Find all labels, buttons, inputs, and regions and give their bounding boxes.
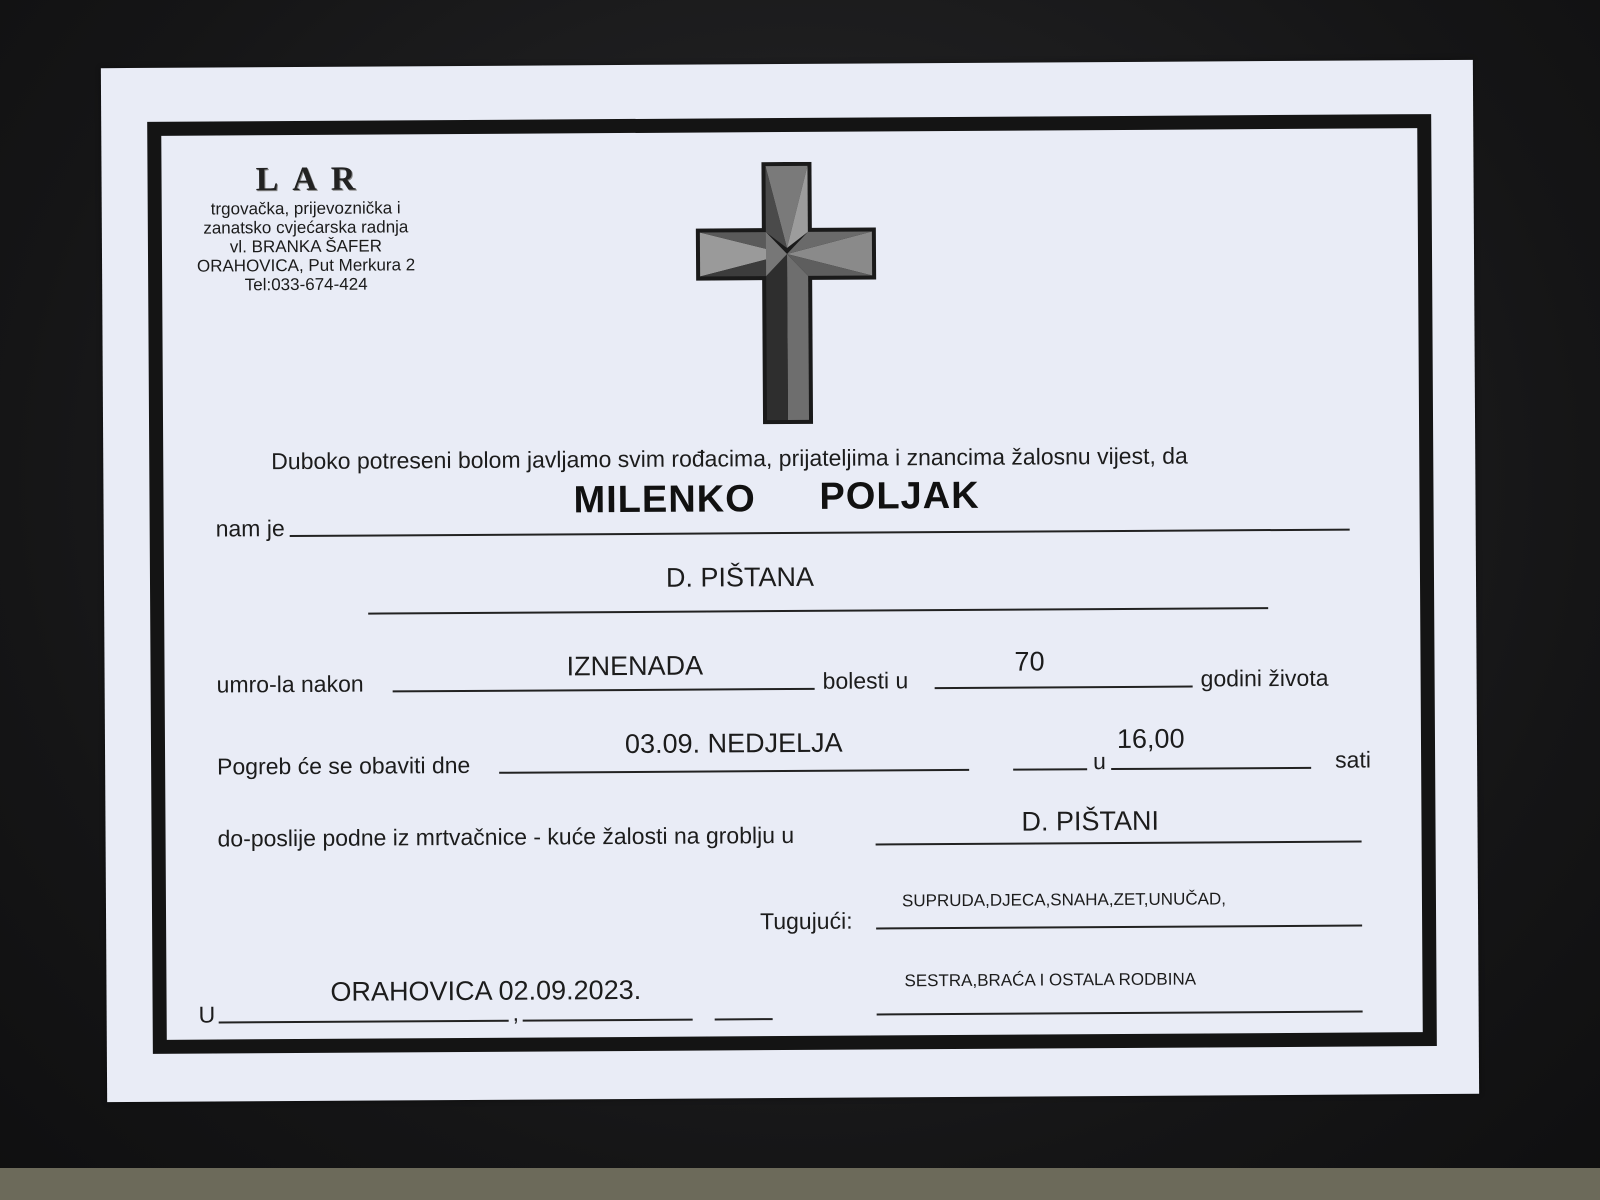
table-edge <box>0 1168 1600 1200</box>
short-blank-line <box>1013 768 1087 770</box>
footer-place-date: ORAHOVICA 02.09.2023. <box>330 974 642 1007</box>
funeral-time: 16,00 <box>1116 723 1185 755</box>
death-label: umro-la nakon <box>216 670 364 698</box>
footer-year-line <box>715 1018 773 1020</box>
funeral-date-line <box>499 769 969 774</box>
death-cause: IZNENADA <box>566 650 704 682</box>
funeral-notice-paper <box>101 60 1479 1102</box>
company-owner: vl. BRANKA ŠAFER <box>229 236 383 257</box>
company-phone: Tel:033-674-424 <box>244 274 368 295</box>
mourners-label: Tugujući: <box>759 907 853 935</box>
mourners-line-2 <box>877 1011 1363 1016</box>
company-logo: LAR <box>255 160 370 199</box>
time-line <box>1111 767 1311 770</box>
company-header <box>175 160 436 295</box>
cross-icon <box>693 161 881 432</box>
mourners-line-1 <box>876 925 1362 930</box>
intro-text: Duboko potreseni bolom javljamo svim rođacima, prijateljima i znancima žalosnu vijest, da <box>271 442 1188 475</box>
footer-date-line <box>523 1019 693 1022</box>
cause-line <box>393 688 815 693</box>
footer-comma: , <box>512 999 520 1026</box>
funeral-date: 03.09. NEDJELJA <box>624 727 843 760</box>
mourners-text-1: SUPRUDA,DJECA,SNAHA,ZET,UNUČAD, <box>901 889 1227 911</box>
footer-place-line <box>219 1020 509 1024</box>
deceased-last-name: POLJAK <box>819 474 980 518</box>
age-value: 70 <box>1014 646 1045 677</box>
age-suffix-label: godini života <box>1200 664 1329 692</box>
deceased-label: nam je <box>215 515 285 542</box>
deceased-first-name: MILENKO <box>573 478 756 522</box>
funeral-label: Pogreb će se obaviti dne <box>217 751 471 780</box>
route-label: do-poslije podne iz mrtvačnice - kuće žalosti na groblju u <box>217 821 795 852</box>
deceased-place: D. PIŠTANA <box>665 561 815 593</box>
mourners-text-2: SESTRA,BRAĆA I OSTALA RODBINA <box>904 969 1197 991</box>
illness-label: bolesti u <box>822 667 909 694</box>
company-address: ORAHOVICA, Put Merkura 2 <box>196 255 416 276</box>
deceased-name-line <box>290 529 1350 537</box>
company-line-2: zanatsko cvjećarska radnja <box>203 217 409 238</box>
black-border-frame <box>147 114 1437 1054</box>
place-line <box>368 607 1268 614</box>
company-line-1: trgovačka, prijevoznička i <box>210 198 401 219</box>
time-at-label: u <box>1093 748 1106 775</box>
cemetery-value: D. PIŠTANI <box>1021 805 1160 837</box>
cemetery-line <box>876 841 1362 846</box>
hours-label: sati <box>1335 746 1371 773</box>
footer-u-label: U <box>198 1001 216 1028</box>
age-line <box>935 686 1193 690</box>
